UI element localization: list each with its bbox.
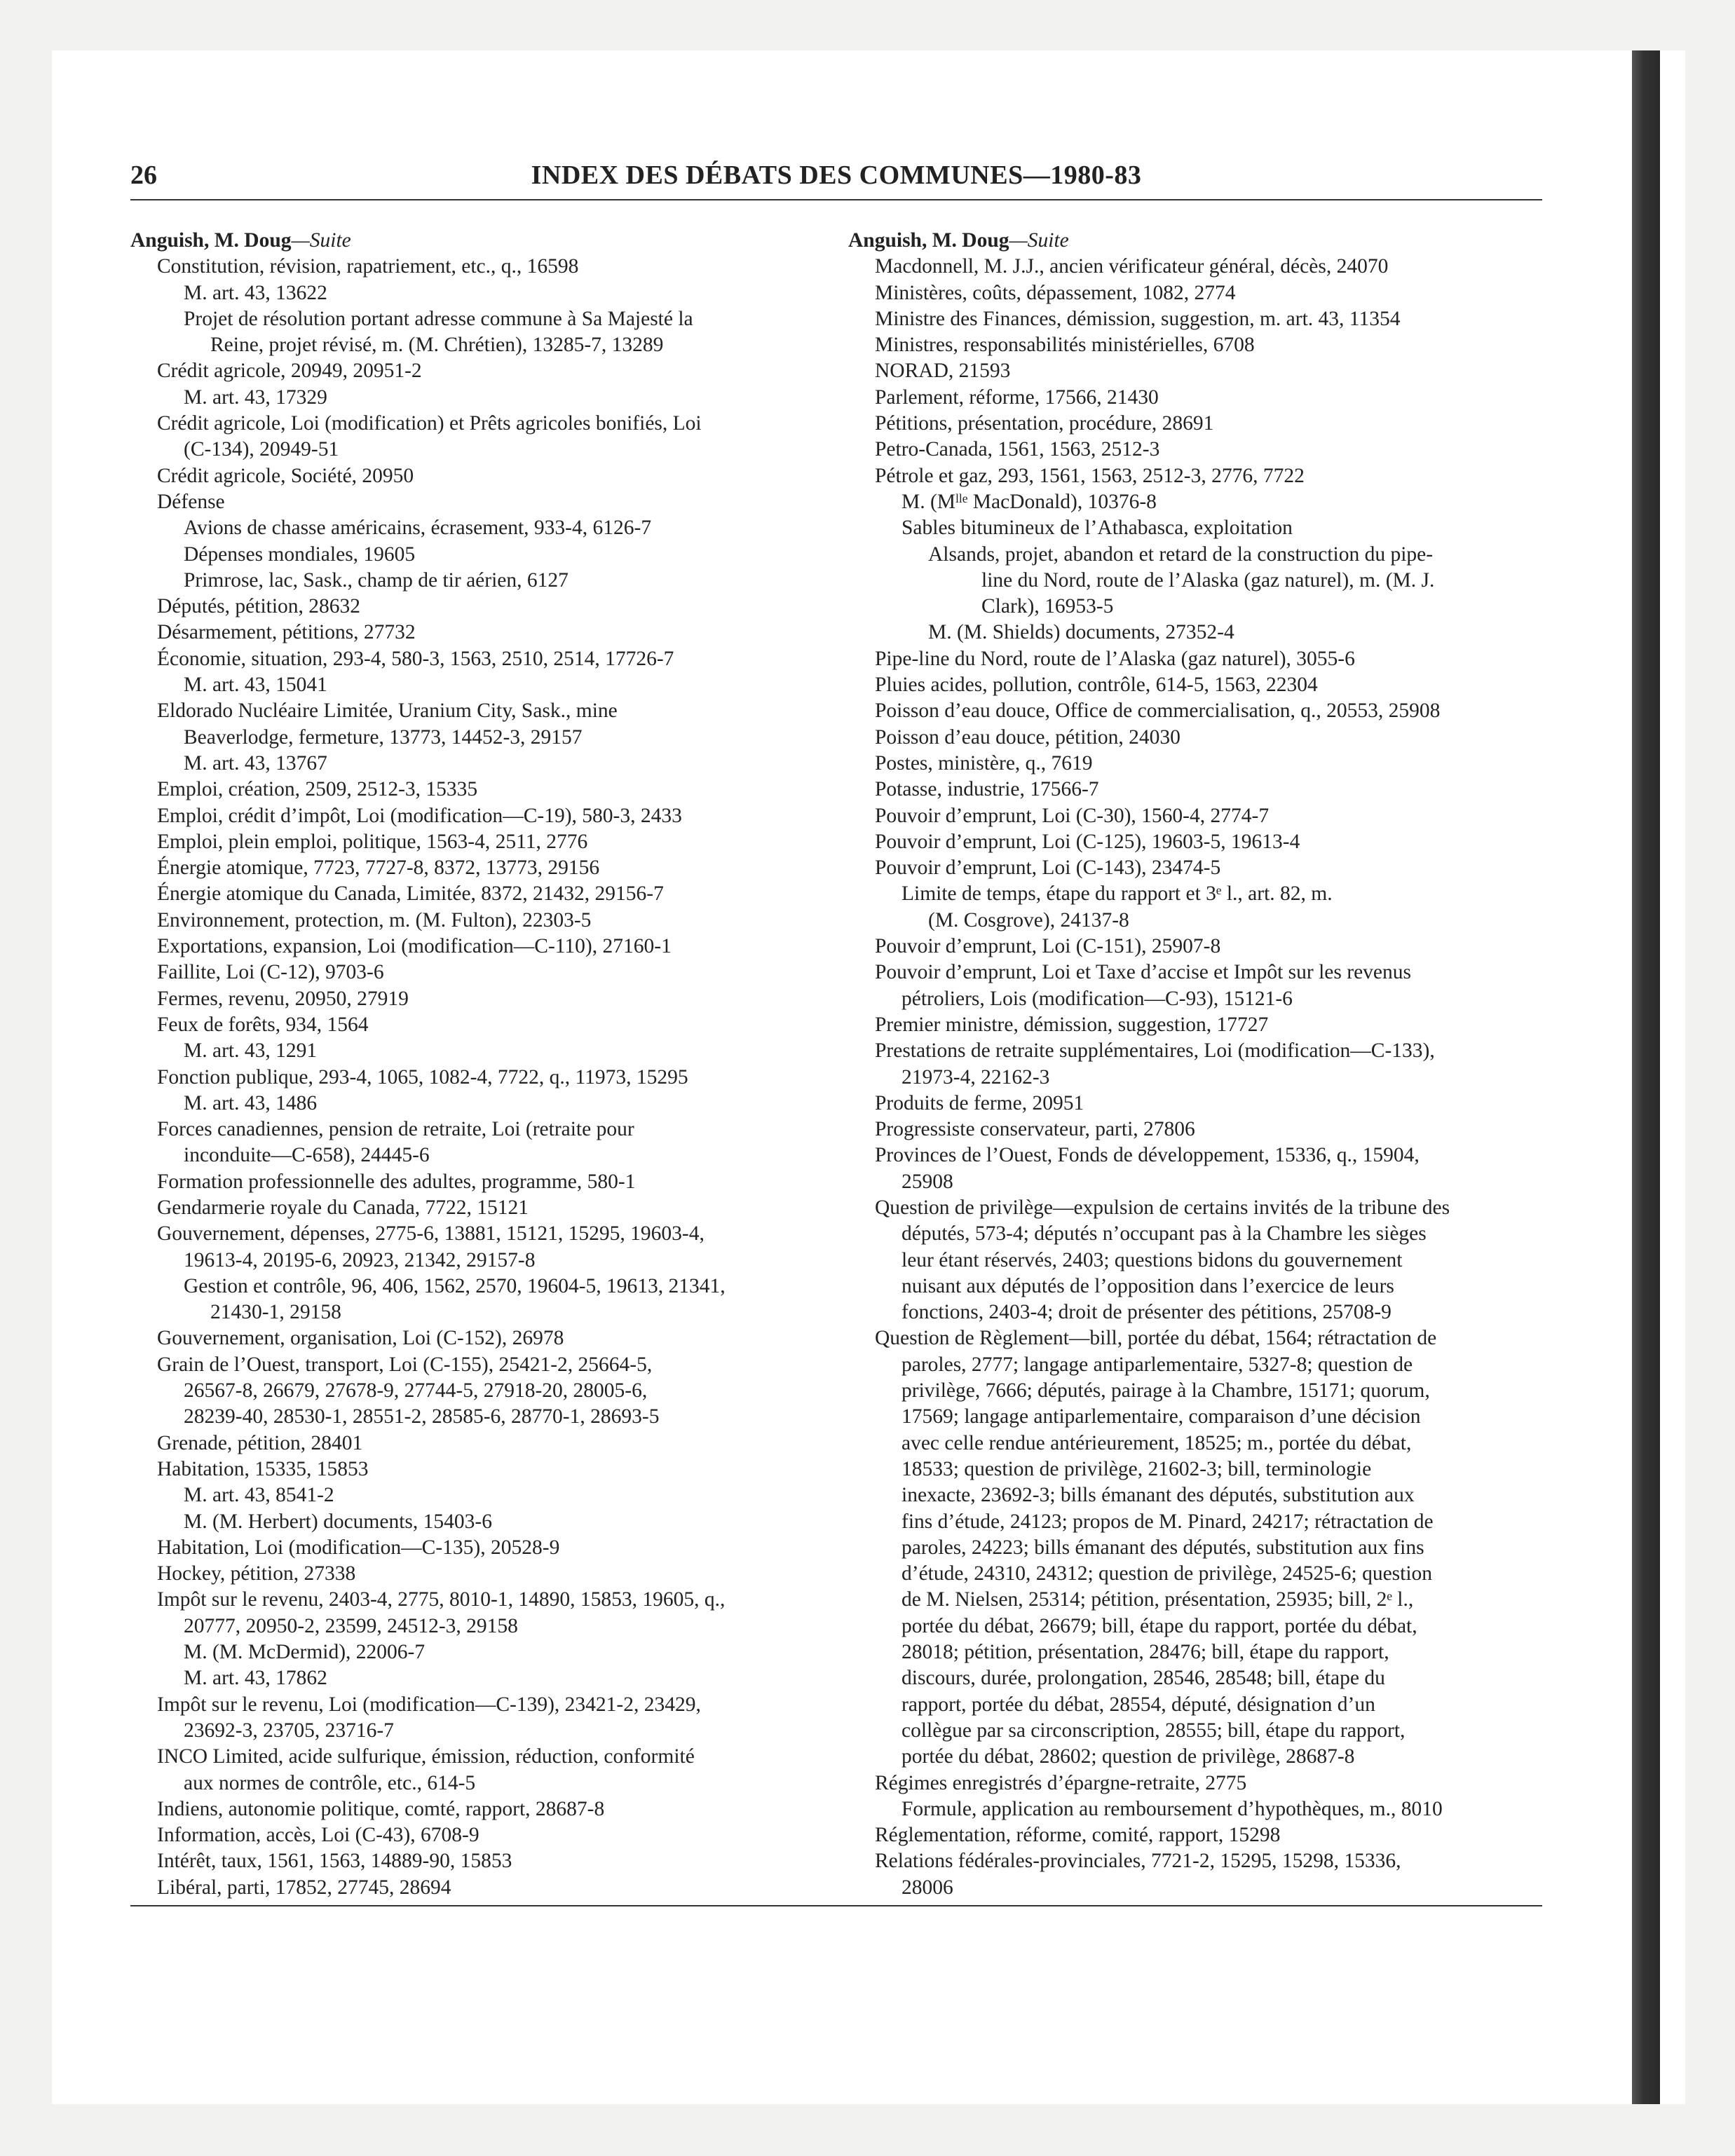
index-entry-line: Fonction publique, 293-4, 1065, 1082-4, 7722, q., 11973, 15295 — [157, 1065, 688, 1089]
page-number: 26 — [130, 161, 157, 190]
index-entry-line: inexacte, 23692-3; bills émanant des députés, substitution aux — [901, 1484, 1415, 1507]
column-heading — [130, 228, 803, 254]
index-entry-line: Crédit agricole, Société, 20950 — [157, 464, 414, 487]
heading-suite: Suite — [1027, 229, 1069, 252]
index-entry-line: Pluies acides, pollution, contrôle, 614-5, 1563, 22304 — [875, 674, 1318, 697]
index-entry-line: Question de privilège—expulsion de certains invités de la tribune des — [875, 1196, 1450, 1219]
index-entry-line: Régimes enregistrés d’épargne-retraite, 2775 — [875, 1771, 1247, 1794]
index-entry-line: Question de Règlement—bill, portée du débat, 1564; rétractation de — [875, 1327, 1437, 1350]
index-entry-line: line du Nord, route de l’Alaska (gaz naturel), m. (M. J. — [981, 568, 1435, 592]
running-title: INDEX DES DÉBATS DES COMMUNES—1980-83 — [531, 161, 1142, 190]
index-entry-line: Gestion et contrôle, 96, 406, 1562, 2570, 19604-5, 19613, 21341, — [184, 1274, 726, 1297]
index-entry-line: 28018; pétition, présentation, 28476; bill, étape du rapport, — [901, 1641, 1389, 1664]
index-entry-line: M. art. 43, 13767 — [184, 751, 327, 775]
index-entry-line: portée du débat, 28602; question de privilège, 28687-8 — [901, 1745, 1355, 1768]
index-entry-line: 23692-3, 23705, 23716-7 — [184, 1719, 394, 1742]
index-entry-line: d’étude, 24310, 24312; question de privilège, 24525-6; question — [901, 1562, 1433, 1585]
index-entry-line: Produits de ferme, 20951 — [875, 1091, 1084, 1114]
index-entry-line: 28239-40, 28530-1, 28551-2, 28585-6, 28770-1, 28693-5 — [184, 1405, 660, 1428]
column-heading — [848, 228, 1542, 254]
index-entry-line: Pétrole et gaz, 293, 1561, 1563, 2512-3, 2776, 7722 — [875, 464, 1305, 487]
index-entry-line: Forces canadiennes, pension de retraite, Loi (retraite pour — [157, 1118, 634, 1141]
index-entry-line: Pipe-line du Nord, route de l’Alaska (gaz naturel), 3055-6 — [875, 647, 1355, 670]
index-entry-line: avec celle rendue antérieurement, 18525; m., portée du débat, — [901, 1431, 1412, 1454]
index-entry-line: Exportations, expansion, Loi (modification—C-110), 27160-1 — [157, 935, 672, 958]
index-entry-line: Relations fédérales-provinciales, 7721-2, 15295, 15298, 15336, — [875, 1850, 1401, 1873]
index-entry-line: Députés, pétition, 28632 — [157, 595, 361, 618]
right-entries — [848, 254, 1542, 1901]
index-entry-line: 25908 — [901, 1170, 953, 1193]
index-entry-line: Formule, application au remboursement d’hypothèques, m., 8010 — [901, 1797, 1443, 1820]
index-entry-line: Gouvernement, organisation, Loi (C-152), 26978 — [157, 1327, 564, 1350]
index-entry-line: Progressiste conservateur, parti, 27806 — [875, 1118, 1195, 1141]
index-entry-line: Pétitions, présentation, procédure, 28691 — [875, 412, 1214, 435]
index-entry-line: Pouvoir d’emprunt, Loi (C-125), 19603-5, 19613-4 — [875, 830, 1300, 853]
index-entry-line: Fermes, revenu, 20950, 27919 — [157, 987, 409, 1010]
index-entry-line: M. art. 43, 13622 — [184, 281, 327, 304]
index-entry-line: Feux de forêts, 934, 1564 — [157, 1013, 369, 1036]
index-entry-line: de M. Nielsen, 25314; pétition, présentation, 25935; bill, 2ᵉ l., — [901, 1588, 1414, 1611]
index-entry-line: 21430-1, 29158 — [210, 1301, 341, 1324]
index-entry-line: Désarmement, pétitions, 27732 — [157, 621, 416, 644]
index-entry-line: Habitation, 15335, 15853 — [157, 1457, 369, 1480]
index-entry-line: Gouvernement, dépenses, 2775-6, 13881, 15121, 15295, 19603-4, — [157, 1222, 705, 1246]
index-entry-line: discours, durée, prolongation, 28546, 28548; bill, étape du — [901, 1667, 1385, 1690]
index-entry-line: NORAD, 21593 — [875, 360, 1011, 383]
index-entry-line: Emploi, création, 2509, 2512-3, 15335 — [157, 778, 478, 801]
index-entry-line: collègue par sa circonscription, 28555; bill, étape du rapport, — [901, 1719, 1406, 1742]
index-entry-line: Intérêt, taux, 1561, 1563, 14889-90, 15853 — [157, 1850, 512, 1873]
index-entry-line: Ministères, coûts, dépassement, 1082, 2774 — [875, 281, 1236, 304]
index-entry-line: Impôt sur le revenu, Loi (modification—C-139), 23421-2, 23429, — [157, 1693, 701, 1716]
heading-dash: — — [291, 229, 310, 252]
index-entry-line: Ministre des Finances, démission, suggestion, m. art. 43, 11354 — [875, 307, 1401, 330]
index-entry-line: Sables bitumineux de l’Athabasca, exploitation — [901, 517, 1293, 540]
heading-name: Anguish, M. Doug — [130, 229, 292, 252]
heading-suite: Suite — [309, 229, 351, 252]
index-entry-line: M. art. 43, 8541-2 — [184, 1484, 334, 1507]
index-entry-line: Crédit agricole, 20949, 20951-2 — [157, 360, 422, 383]
index-entry-line: Pouvoir d’emprunt, Loi (C-151), 25907-8 — [875, 935, 1221, 958]
index-entry-line: (M. Cosgrove), 24137-8 — [928, 908, 1129, 932]
index-entry-line: M. (M. McDermid), 22006-7 — [184, 1641, 426, 1664]
index-entry-line: Emploi, crédit d’impôt, Loi (modification—C-19), 580-3, 2433 — [157, 804, 682, 827]
index-entry-line: portée du débat, 26679; bill, étape du rapport, portée du débat, — [901, 1614, 1417, 1637]
heading-name: Anguish, M. Doug — [848, 229, 1009, 252]
index-entry-line: Clark), 16953-5 — [981, 595, 1114, 618]
index-entry-line: Provinces de l’Ouest, Fonds de développement, 15336, q., 15904, — [875, 1144, 1420, 1167]
index-entry-line: INCO Limited, acide sulfurique, émission, réduction, conformité — [157, 1745, 695, 1768]
footer-rule — [130, 1905, 1542, 1906]
index-entry-line: fonctions, 2403-4; droit de présenter des pétitions, 25708-9 — [901, 1301, 1392, 1324]
index-entry-line: pétroliers, Lois (modification—C-93), 15121-6 — [901, 987, 1293, 1010]
index-entry-line: fins d’étude, 24123; propos de M. Pinard, 24217; rétractation de — [901, 1510, 1434, 1533]
index-entry-line: Beaverlodge, fermeture, 13773, 14452-3, 29157 — [184, 725, 583, 749]
index-entry-line: M. (M. Herbert) documents, 15403-6 — [184, 1510, 492, 1533]
index-entry-line: Pouvoir d’emprunt, Loi (C-30), 1560-4, 2774-7 — [875, 804, 1270, 827]
index-entry-line: Pouvoir d’emprunt, Loi et Taxe d’accise et Impôt sur les revenus — [875, 961, 1411, 984]
index-entry-line: Petro-Canada, 1561, 1563, 2512-3 — [875, 438, 1160, 461]
index-entry-line: M. art. 43, 1486 — [184, 1091, 318, 1114]
heading-dash: — — [1009, 229, 1028, 252]
index-entry-line: Faillite, Loi (C-12), 9703-6 — [157, 961, 384, 984]
index-entry-line: Réglementation, réforme, comité, rapport, 15298 — [875, 1824, 1281, 1847]
index-entry-line: Environnement, protection, m. (M. Fulton), 22303-5 — [157, 908, 592, 932]
index-entry-line: 17569; langage antiparlementaire, comparaison d’une décision — [901, 1405, 1421, 1428]
index-entry-line: paroles, 24223; bills émanant des députés, substitution aux fins — [901, 1536, 1424, 1559]
index-entry-line: Emploi, plein emploi, politique, 1563-4, 2511, 2776 — [157, 830, 588, 853]
index-entry-line: rapport, portée du débat, 28554, député, désignation d’un — [901, 1693, 1375, 1716]
right-index-column — [848, 228, 1542, 1901]
index-entry-line: Formation professionnelle des adultes, programme, 580-1 — [157, 1170, 636, 1193]
index-entry-line: Parlement, réforme, 17566, 21430 — [875, 386, 1159, 409]
left-entries — [130, 254, 803, 1901]
index-entry-line: Limite de temps, étape du rapport et 3ᵉ l., art. 82, m. — [901, 882, 1333, 906]
index-entry-line: Postes, ministère, q., 7619 — [875, 751, 1093, 775]
index-entry-line: Poisson d’eau douce, pétition, 24030 — [875, 725, 1181, 749]
index-entry-line: M. (M. Shields) documents, 27352-4 — [928, 621, 1234, 644]
index-entry-line: Hockey, pétition, 27338 — [157, 1562, 356, 1585]
index-entry-line: Reine, projet révisé, m. (M. Chrétien), 13285-7, 13289 — [210, 334, 664, 357]
page-header — [130, 160, 1542, 200]
index-entry-line: M. art. 43, 1291 — [184, 1039, 318, 1063]
index-entry-line: M. art. 43, 17329 — [184, 386, 327, 409]
index-entry-line: députés, 573-4; députés n’occupant pas à la Chambre les sièges — [901, 1222, 1427, 1246]
index-entry-line: 19613-4, 20195-6, 20923, 21342, 29157-8 — [184, 1248, 536, 1271]
index-entry-line: (C-134), 20949-51 — [184, 438, 339, 461]
index-entry-line: Indiens, autonomie politique, comté, rapport, 28687-8 — [157, 1797, 605, 1820]
index-entry-line: aux normes de contrôle, etc., 614-5 — [184, 1771, 476, 1794]
index-entry-line: Constitution, révision, rapatriement, etc., q., 16598 — [157, 255, 579, 278]
index-entry-line: paroles, 2777; langage antiparlementaire, 5327-8; question de — [901, 1353, 1413, 1376]
index-entry-line: Libéral, parti, 17852, 27745, 28694 — [157, 1876, 451, 1899]
index-entry-line: Information, accès, Loi (C-43), 6708-9 — [157, 1824, 479, 1847]
index-entry-line: 21973-4, 22162-3 — [901, 1065, 1050, 1089]
index-entry-line: privilège, 7666; députés, pairage à la Chambre, 15171; quorum, — [901, 1379, 1430, 1403]
index-entry-line: Impôt sur le revenu, 2403-4, 2775, 8010-1, 14890, 15853, 19605, q., — [157, 1588, 726, 1611]
index-entry-line: Primrose, lac, Sask., champ de tir aérien, 6127 — [184, 568, 569, 592]
index-entry-line: 26567-8, 26679, 27678-9, 27744-5, 27918-20, 28005-6, — [184, 1379, 648, 1403]
index-entry-line: Eldorado Nucléaire Limitée, Uranium City, Sask., mine — [157, 700, 618, 723]
index-entry-line: nuisant aux députés de l’opposition dans l’exercice de leurs — [901, 1274, 1394, 1297]
index-entry-line: Prestations de retraite supplémentaires, Loi (modification—C-133), — [875, 1039, 1435, 1063]
index-entry-line: 20777, 20950-2, 23599, 24512-3, 29158 — [184, 1614, 518, 1637]
left-index-column — [130, 228, 803, 1901]
index-entry-line: M. (Mˡˡᵉ MacDonald), 10376-8 — [901, 490, 1157, 513]
index-entry-line: Énergie atomique du Canada, Limitée, 8372, 21432, 29156-7 — [157, 882, 664, 906]
index-entry-line: Alsands, projet, abandon et retard de la construction du pipe- — [928, 543, 1434, 566]
index-entry-line: Habitation, Loi (modification—C-135), 20528-9 — [157, 1536, 560, 1559]
index-entry-line: Pouvoir d’emprunt, Loi (C-143), 23474-5 — [875, 857, 1221, 880]
index-entry-line: M. art. 43, 17862 — [184, 1667, 327, 1690]
index-entry-line: Projet de résolution portant adresse commune à Sa Majesté la — [184, 307, 693, 330]
index-entry-line: Macdonnell, M. J.J., ancien vérificateur général, décès, 24070 — [875, 255, 1389, 278]
index-entry-line: Poisson d’eau douce, Office de commercialisation, q., 20553, 25908 — [875, 700, 1441, 723]
index-entry-line: Potasse, industrie, 17566-7 — [875, 778, 1099, 801]
index-entry-line: inconduite—C-658), 24445-6 — [184, 1144, 430, 1167]
index-entry-line: Défense — [157, 490, 225, 513]
index-entry-line: Premier ministre, démission, suggestion, 17727 — [875, 1013, 1269, 1036]
index-entry-line: Crédit agricole, Loi (modification) et Prêts agricoles bonifiés, Loi — [157, 412, 702, 435]
index-entry-line: Ministres, responsabilités ministérielles, 6708 — [875, 334, 1255, 357]
index-entry-line: leur étant réservés, 2403; questions bidons du gouvernement — [901, 1248, 1403, 1271]
index-entry-line: M. art. 43, 15041 — [184, 674, 327, 697]
index-entry-line: Énergie atomique, 7723, 7727-8, 8372, 13773, 29156 — [157, 857, 600, 880]
index-entry-line: Économie, situation, 293-4, 580-3, 1563, 2510, 2514, 17726-7 — [157, 647, 674, 670]
scan-edge-shadow — [1632, 50, 1660, 2104]
index-entry-line: 18533; question de privilège, 21602-3; bill, terminologie — [901, 1457, 1372, 1480]
index-entry-line: Grain de l’Ouest, transport, Loi (C-155), 25421-2, 25664-5, — [157, 1353, 653, 1376]
index-entry-line: 28006 — [901, 1876, 953, 1899]
index-entry-line: Avions de chasse américains, écrasement, 933-4, 6126-7 — [184, 517, 652, 540]
index-entry-line: Grenade, pétition, 28401 — [157, 1431, 363, 1454]
index-entry-line: Gendarmerie royale du Canada, 7722, 15121 — [157, 1196, 529, 1219]
index-entry-line: Dépenses mondiales, 19605 — [184, 543, 416, 566]
